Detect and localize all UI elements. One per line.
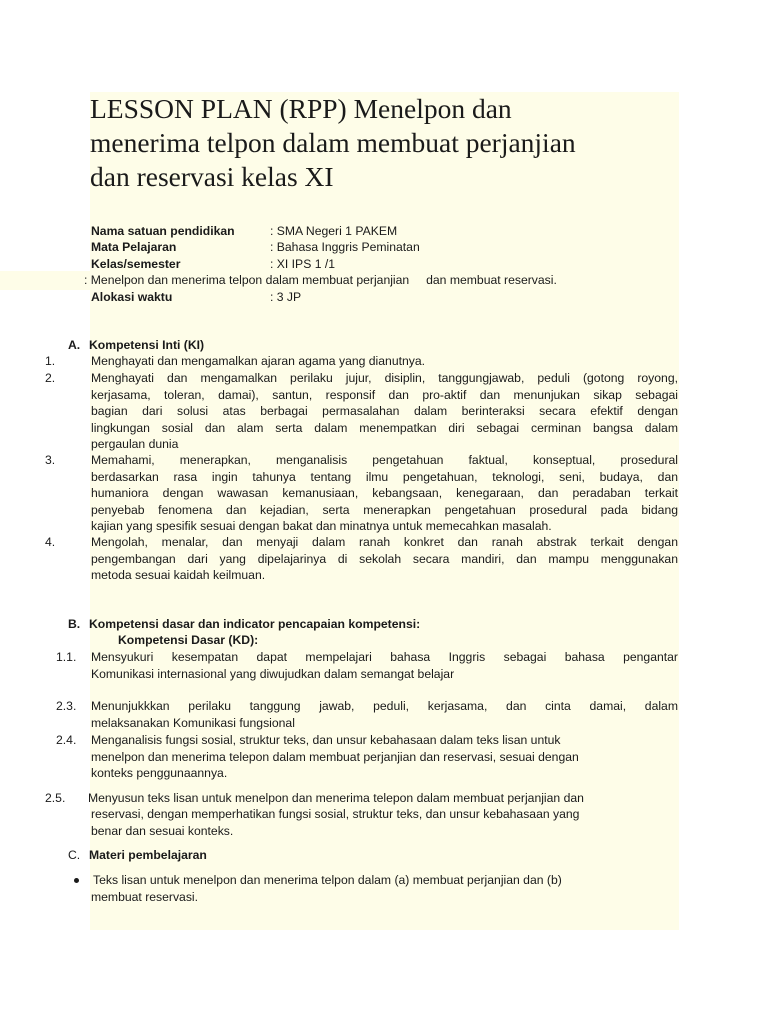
item-line: Menunjukkkan perilaku tanggung jawab, peduli, kerjasama, dan cinta damai, dalam <box>91 699 678 713</box>
list-item <box>91 370 678 453</box>
time-label: Alokasi waktu <box>91 290 173 304</box>
section-c-heading: Materi pembelajaran <box>89 848 207 862</box>
list-item <box>91 649 678 682</box>
title-line: menerima telpon dalam membuat perjanjian <box>90 127 576 158</box>
list-number: 2.5. <box>45 791 66 805</box>
item-line: Memahami, menerapkan, menganalisis pengetahuan faktual, konseptual, prosedural <box>91 453 678 467</box>
list-number: 2. <box>45 371 56 385</box>
section-a-heading: Kompetensi Inti (KI) <box>89 338 205 352</box>
item-line: Mengolah, menalar, dan menyaji dalam ranah konkret dan ranah abstrak terkait dengan <box>91 535 678 549</box>
item-line: Menganalisis fungsi sosial, struktur teks, dan unsur kebahasaan dalam teks lisan untuk <box>91 733 561 747</box>
list-item-line: benar dan sesuai konteks. <box>91 824 234 838</box>
school-label: Nama satuan pendidikan <box>91 224 235 238</box>
time-value: : 3 JP <box>270 290 302 304</box>
list-number: 1. <box>45 354 56 368</box>
item-line: metoda sesuai kaidah keilmuan. <box>91 568 266 582</box>
item-line: pengembangan dari yang dipelajarinya di sekolah secara mandiri, dan mampu menggunakan <box>91 551 678 566</box>
item-line: penyebab fenomena dan kejadian, serta menerapkan pengetahuan prosedural pada bidang <box>91 502 678 517</box>
list-item-line: reservasi, dengan memperhatikan fungsi sosial, struktur teks, dan unsur kebahasaan yang <box>91 807 580 821</box>
class-label: Kelas/semester <box>91 257 181 271</box>
list-item <box>91 534 678 584</box>
list-number: 2.3. <box>56 699 77 713</box>
list-number: 2.4. <box>56 733 77 747</box>
list-number: 4. <box>45 535 56 549</box>
item-line: Menghayati dan mengamalkan ajaran agama yang dianutnya. <box>91 354 426 368</box>
section-a-marker: A. <box>68 338 81 352</box>
item-line: kerjasama, toleran, damai), santun, responsif dan pro-aktif dan menunjukan sikap sebagai <box>91 387 678 402</box>
list-item-line: Teks lisan untuk menelpon dan menerima telpon dalam (a) membuat perjanjian dan (b) <box>93 873 562 887</box>
list-number: 1.1. <box>56 650 77 664</box>
bullet-icon <box>74 878 79 883</box>
title-line: dan reservasi kelas XI <box>90 161 334 192</box>
list-item <box>91 353 678 370</box>
class-value: : XI IPS 1 /1 <box>270 257 336 271</box>
subject-label: Mata Pelajaran <box>91 240 177 254</box>
item-line: Mensyukuri kesempatan dapat mempelajari bahasa Inggris sebagai bahasa pengantar <box>91 650 678 664</box>
item-line: konteks penggunaannya. <box>91 766 228 780</box>
list-number: 3. <box>45 453 56 467</box>
item-line: humaniora dengan wawasan kemanusiaan, kebangsaan, kenegaraan, dan peradaban terkait <box>91 486 678 500</box>
item-line: berdasarkan rasa ingin tahunya tentang ilmu pengetahuan, teknologi, seni, budaya, dan <box>91 469 678 484</box>
section-b-subheading: Kompetensi Dasar (KD): <box>118 633 259 647</box>
item-line: lingkungan sosial dan alam serta dalam menempatkan diri sebagai cerminan bangsa dalam <box>91 420 678 435</box>
title-line: LESSON PLAN (RPP) Menelpon dan <box>90 93 512 124</box>
list-item <box>91 452 678 535</box>
item-line: Menghayati dan mengamalkan perilaku jujur, disiplin, tanggungjawab, peduli (gotong royong, <box>91 371 678 385</box>
list-item-line: Menyusun teks lisan untuk menelpon dan menerima telepon dalam membuat perjanjian dan <box>88 791 584 805</box>
topic-line: : Menelpon dan menerima telpon dalam membuat perjanjian dan membuat reservasi. <box>84 273 557 287</box>
list-item <box>91 732 678 782</box>
section-b-marker: B. <box>68 617 81 631</box>
item-line: kajian yang spesifik sesuai dengan bakat dan minatnya untuk memecahkan masalah. <box>91 519 552 533</box>
page-title <box>90 92 690 194</box>
list-item-line: membuat reservasi. <box>91 890 199 904</box>
item-line: Komunikasi internasional yang diwujudkan dalam semangat belajar <box>91 666 455 681</box>
item-line: menelpon dan menerima telepon dalam membuat perjanjian dan reservasi, sesuai dengan <box>91 749 579 764</box>
school-value: : SMA Negeri 1 PAKEM <box>270 224 398 238</box>
section-b-heading: Kompetensi dasar dan indicator pencapaian kompetensi: <box>89 617 421 631</box>
item-line: bagian dari solusi atas berbagai permasalahan dalam berinteraksi secara efektif dengan <box>91 404 678 418</box>
section-c-marker: C. <box>68 848 81 862</box>
item-line: melaksanakan Komunikasi fungsional <box>91 715 295 730</box>
list-item <box>91 698 678 731</box>
subject-value: : Bahasa Inggris Peminatan <box>270 240 420 254</box>
item-line: pergaulan dunia <box>91 437 179 451</box>
